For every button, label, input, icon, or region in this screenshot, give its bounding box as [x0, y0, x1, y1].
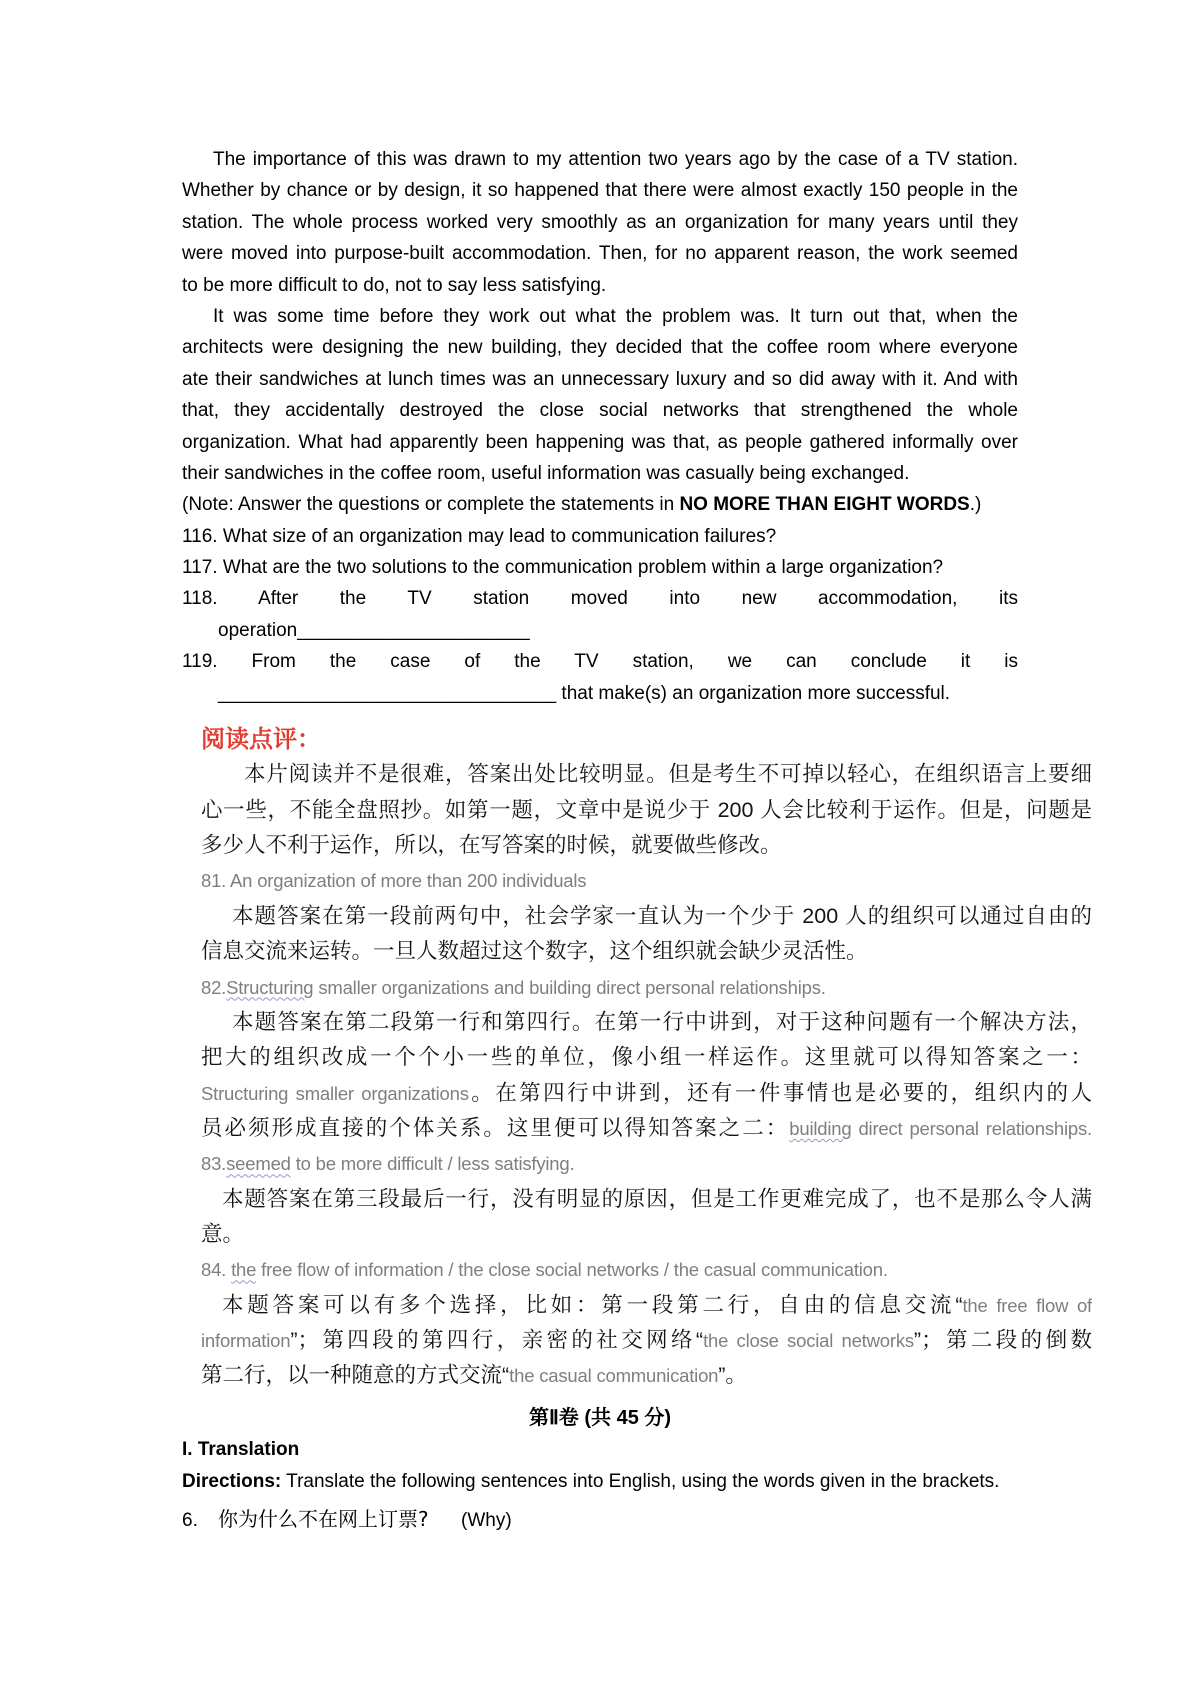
note-text-end: .): [969, 494, 982, 516]
directions: [182, 1466, 1018, 1497]
underlined-word: building: [789, 1117, 852, 1139]
commentary-text: 本题答案可以有多个选择，比如：第一段第二行，自由的信息交流“: [222, 1292, 963, 1317]
question-116: 116. What size of an organization may lead to communication failures?: [182, 525, 777, 547]
commentary-line: [201, 899, 1092, 934]
answer-number: 82.: [201, 976, 227, 998]
commentary-text: 。在第四行中讲到，还有一件事情也是必要的，组织内的人: [468, 1080, 1092, 1105]
answer-number: 84.: [201, 1259, 232, 1281]
commentary-line: [201, 1076, 1092, 1111]
answer-text: to be more difficult / less satisfying.: [290, 1153, 575, 1175]
quoted-answer: direct personal relationships.: [851, 1117, 1092, 1139]
underlined-word: Structuring: [226, 976, 314, 998]
note-text: (Note: Answer the questions or complete the statements in: [182, 494, 680, 516]
commentary-line: [201, 1358, 1092, 1393]
commentary-text: 心一些，不能全盘照抄。如第一题，文章中是说少于 200 人会比较利于运作。但是，问题是: [201, 797, 1092, 822]
passage-line: to be more difficult to do, not to say less satisfying.: [182, 274, 607, 296]
answer-note: [182, 489, 1018, 520]
passage-line: It was some time before they work out what the problem was. It turn out that, when the: [213, 305, 1018, 327]
question-119: 119. From the case of the TV station, we can conclude it is: [182, 651, 1018, 673]
answer-83: [201, 1146, 1092, 1181]
section-heading: I. Translation: [182, 1439, 300, 1461]
answer-82: [201, 970, 1092, 1005]
commentary-line: [201, 1323, 1092, 1358]
passage-line: The importance of this was drawn to my attention two years ago by the case of a TV station.: [213, 149, 1018, 170]
quoted-answer: Structuring smaller organizations: [201, 1082, 469, 1104]
part-2: [182, 1403, 1018, 1535]
question-119-blank: ________________________________ that make(s) an organization more successful.: [218, 682, 951, 704]
commentary-text: ”；第二段的倒数: [913, 1328, 1092, 1353]
commentary-line: [201, 757, 1092, 792]
question-118: 118. After the TV station moved into new accommodation, its: [182, 588, 1018, 610]
passage-line: their sandwiches in the coffee room, useful information was casually being exchanged.: [182, 462, 910, 484]
part-2-title: 第Ⅱ卷 (共 45 分): [528, 1407, 672, 1429]
answer-81: [201, 863, 1092, 898]
commentary-line: [201, 1217, 1092, 1252]
passage-line: ate their sandwiches at lunch times was an unnecessary luxury and so did away with it. And with: [182, 368, 1018, 390]
reading-commentary: [201, 722, 1092, 1394]
underlined-word: the: [231, 1259, 257, 1281]
commentary-text: 信息交流来运转。一旦人数超过这个数字，这个组织就会缺少灵活性。: [201, 939, 868, 964]
answer-text: 81. An organization of more than 200 individuals: [201, 870, 587, 892]
quoted-answer: information: [201, 1330, 291, 1352]
passage-line: Whether by chance or by design, it so happened that there were almost exactly 150 people in the: [182, 180, 1018, 202]
answer-84: [201, 1252, 1092, 1287]
commentary-line: [201, 1005, 1092, 1040]
quoted-answer: the close social networks: [703, 1330, 914, 1352]
commentary-line: [201, 1182, 1092, 1217]
directions-text: Translate the following sentences into English, using the words given in the brackets.: [281, 1470, 1000, 1492]
quoted-answer: the free flow of: [962, 1294, 1092, 1316]
commentary-text: ”。: [718, 1363, 747, 1388]
reading-passage: [182, 144, 1018, 709]
commentary-line: [201, 1111, 1092, 1146]
passage-line: that, they accidentally destroyed the close social networks that strengthened the whole: [182, 400, 1018, 422]
commentary-line: [201, 934, 1092, 969]
answer-number: 83.: [201, 1153, 227, 1175]
commentary-text: 第二行，以一种随意的方式交流“: [201, 1363, 510, 1388]
commentary-text: 本题答案在第三段最后一行，没有明显的原因，但是工作更难完成了，也不是那么令人满: [222, 1186, 1092, 1211]
commentary-text: 员必须形成直接的个体关系。这里便可以得知答案之二：: [201, 1115, 790, 1140]
question-117: 117. What are the two solutions to the communication problem within a large organization?: [182, 557, 944, 579]
answer-text: free flow of information / the close social networks / the casual communication.: [256, 1259, 888, 1281]
commentary-line: [201, 1288, 1092, 1323]
item-sentence: 你为什么不在网上订票?: [218, 1506, 429, 1531]
underlined-word: seemed: [226, 1153, 291, 1175]
item-hint: (Why): [461, 1509, 512, 1531]
passage-line: architects were designing the new building, they decided that the coffee room where everyone: [182, 337, 1018, 359]
passage-line: organization. What had apparently been happening was that, as people gathered informally over: [182, 431, 1018, 453]
commentary-text: ”；第四段的第四行，亲密的社交网络“: [290, 1328, 704, 1353]
commentary-text: 多少人不利于运作，所以，在写答案的时候，就要做些修改。: [201, 833, 782, 858]
commentary-heading: 阅读点评：: [201, 726, 321, 753]
answer-text: smaller organizations and building direct personal relationships.: [313, 976, 826, 998]
item-number: 6.: [182, 1509, 198, 1531]
note-word-limit: NO MORE THAN EIGHT WORDS: [679, 494, 970, 516]
commentary-text: 意。: [201, 1222, 245, 1247]
translation-item: [182, 1504, 1018, 1535]
commentary-line: [201, 828, 1092, 863]
quoted-answer: the casual communication: [509, 1365, 719, 1387]
commentary-text: 本题答案在第一段前两句中，社会学家一直认为一个少于 200 人的组织可以通过自由的: [232, 903, 1092, 928]
directions-label: Directions:: [182, 1470, 282, 1492]
commentary-text: 本题答案在第二段第一行和第四行。在第一行中讲到，对于这种问题有一个解决方法，: [232, 1009, 1092, 1034]
passage-line: station. The whole process worked very smoothly as an organization for many years until they: [182, 211, 1018, 233]
passage-paragraph-1: [182, 144, 1018, 301]
commentary-text: 本片阅读并不是很难，答案出处比较明显。但是考生不可掉以轻心，在组织语言上要细: [244, 762, 1092, 787]
passage-line: were moved into purpose-built accommodation. Then, for no apparent reason, the work seemed: [182, 243, 1018, 265]
question-118-blank: operation______________________: [218, 619, 530, 641]
commentary-line: [201, 1040, 1092, 1075]
commentary-text: 把大的组织改成一个个小一些的单位，像小组一样运作。这里就可以得知答案之一：: [201, 1045, 1092, 1070]
commentary-line: [201, 793, 1092, 828]
passage-paragraph-2: [182, 301, 1018, 489]
